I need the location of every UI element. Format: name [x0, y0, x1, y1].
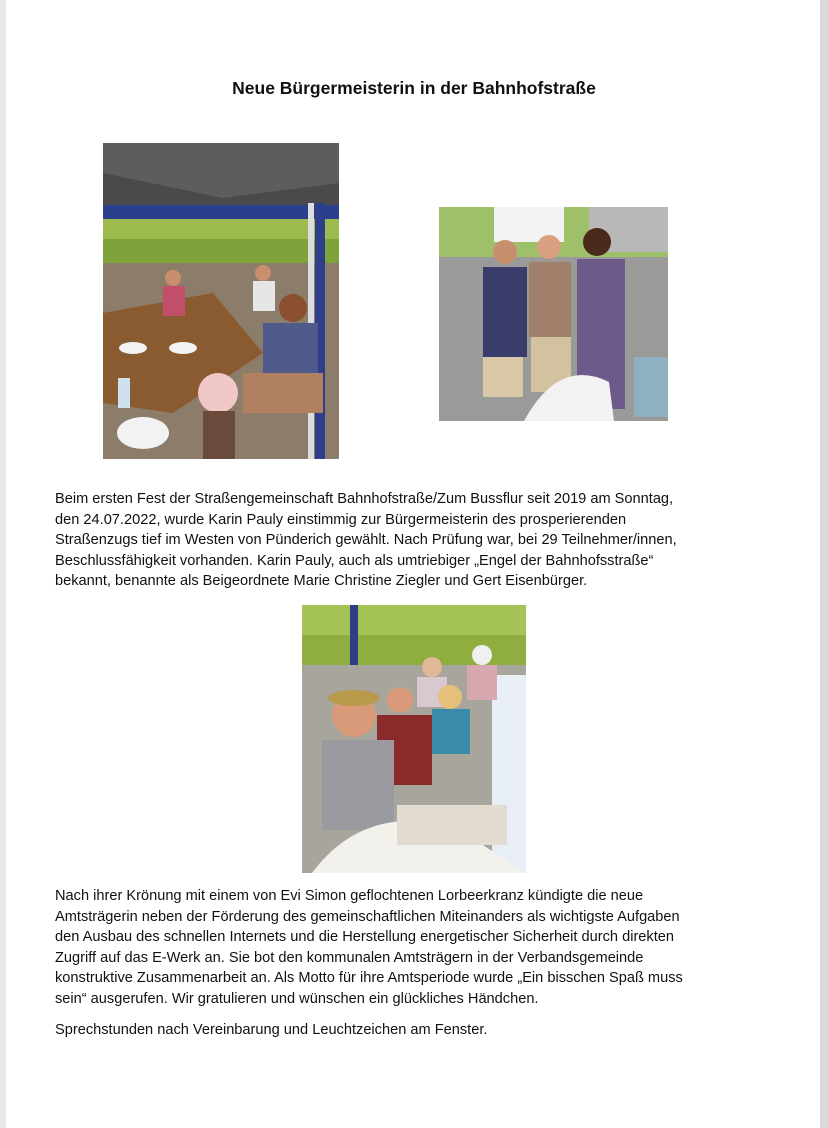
paragraph-2-line: Nach ihrer Krönung mit einem von Evi Simon geflochtenen Lorbeerkranz kündigte die neue: [55, 888, 644, 904]
paragraph-2-line: Zugriff auf das E-Werk an. Sie bot den kommunalen Amtsträgern in der Verbandsgemeinde: [55, 949, 644, 966]
paragraph-3: Sprechstunden nach Vereinbarung und Leuchtzeichen am Fenster.: [55, 1022, 488, 1038]
paragraph-1-line: den 24.07.2022, wurde Karin Pauly einstimmig zur Bürgermeisterin des prosperierenden: [55, 511, 627, 528]
paragraph-1: [55, 489, 775, 592]
paragraph-2-line: sein“ ausgerufen. Wir gratulieren und wünschen ein glückliches Händchen.: [55, 990, 539, 1007]
paragraph-2: [55, 886, 775, 1009]
photo-crowned-mayor: [302, 605, 526, 873]
photo-three-women: [439, 207, 668, 421]
photo-tent-party: [103, 143, 339, 459]
paragraph-1-line: Beim ersten Fest der Straßengemeinschaft Bahnhofstraße/Zum Bussflur seit 2019 am Sonntag,: [55, 491, 674, 507]
paragraph-2-line: den Ausbau des schnellen Internets und die Herstellung energetischer Sicherheit durch direkten: [55, 929, 675, 945]
paragraph-1-line: Beschlussfähigkeit vorhanden. Karin Pauly, auch als umtriebiger „Engel der Bahnhofsstraße“: [55, 552, 654, 569]
page-edge: [820, 0, 828, 1128]
paragraph-1-line: Straßenzugs tief im Westen von Pünderich gewählt. Nach Prüfung war, bei 29 Teilnehmer/innen,: [55, 532, 677, 548]
paragraph-1-line: bekannt, benannte als Beigeordnete Marie Christine Ziegler und Gert Eisenbürger.: [55, 573, 588, 589]
paragraph-2-line: Amtsträgerin neben der Förderung des gemeinschaftlichen Miteinanders als wichtigste Aufgaben: [55, 908, 680, 925]
article-title: Neue Bürgermeisterin in der Bahnhofstraße: [232, 78, 596, 98]
paragraph-2-line: konstruktive Zusammenarbeit an. Als Motto für ihre Amtsperiode wurde „Ein bisschen Spaß muss: [55, 970, 683, 986]
